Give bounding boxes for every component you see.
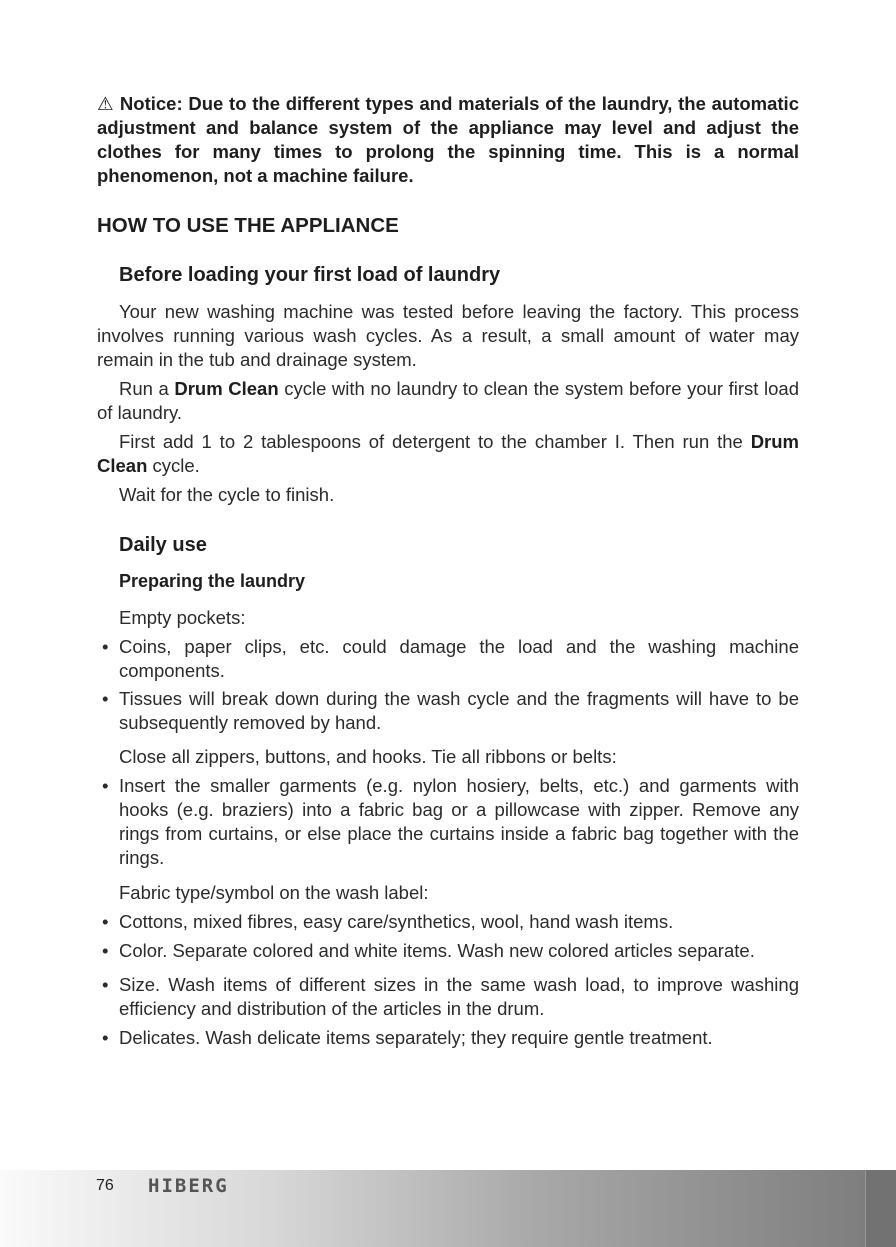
paragraph: Wait for the cycle to finish.: [119, 484, 335, 505]
list-item: • Insert the smaller garments (e.g. nylon hosiery, belts, etc.) and garments with hooks (e.g. braziers) into a fabric bag or a pillowcase with zipper. Remove any rings from curtains, or else place the curtains inside a fabric bag together with the rings.: [119, 774, 799, 870]
paragraph: Your new washing machine was tested before leaving the factory. This process involves running various wash cycles. As a result, a small amount of water may remain in the tub and drainage system.: [97, 301, 799, 370]
paragraph: Empty pockets:: [119, 607, 246, 628]
paragraph: First add 1 to 2 tablespoons of detergent to the chamber I. Then run the Drum Clean cycle.: [97, 431, 799, 476]
paragraph: Fabric type/symbol on the wash label:: [119, 882, 429, 903]
list-item: • Coins, paper clips, etc. could damage the load and the washing machine components.: [119, 635, 799, 683]
brand-logo: HIBERG: [148, 1175, 229, 1197]
page-footer: [0, 1170, 896, 1247]
list-item: • Color. Separate colored and white items. Wash new colored articles separate.: [119, 939, 799, 963]
subheading-daily-use: Daily use: [119, 534, 207, 556]
list-item: • Size. Wash items of different sizes in the same wash load, to improve washing efficiency and distribution of the articles in the drum.: [119, 973, 799, 1021]
warning-triangle-icon: ⚠: [97, 93, 120, 114]
list-item: • Delicates. Wash delicate items separately; they require gentle treatment.: [119, 1026, 799, 1050]
subheading-before-loading: Before loading your first load of laundry: [119, 264, 501, 286]
subheading-preparing: Preparing the laundry: [119, 571, 306, 591]
section-heading: HOW TO USE THE APPLIANCE: [97, 214, 399, 237]
list-item: • Cottons, mixed fibres, easy care/synthetics, wool, hand wash items.: [119, 910, 799, 934]
notice: ⚠ Notice: Due to the different types and materials of the laundry, the automatic adjustment and balance system of the appliance may level and adjust the clothes for many times to prolong the spinning time. This is a normal phenomenon, not a machine failure.: [97, 93, 799, 186]
paragraph: Close all zippers, buttons, and hooks. Tie all ribbons or belts:: [119, 746, 617, 767]
list-item: • Tissues will break down during the wash cycle and the fragments will have to be subsequently removed by hand.: [119, 687, 799, 735]
page-number: 76: [96, 1177, 114, 1194]
paragraph: Run a Drum Clean cycle with no laundry to clean the system before your first load of laundry.: [97, 378, 799, 423]
footer-strip: [865, 1170, 896, 1247]
